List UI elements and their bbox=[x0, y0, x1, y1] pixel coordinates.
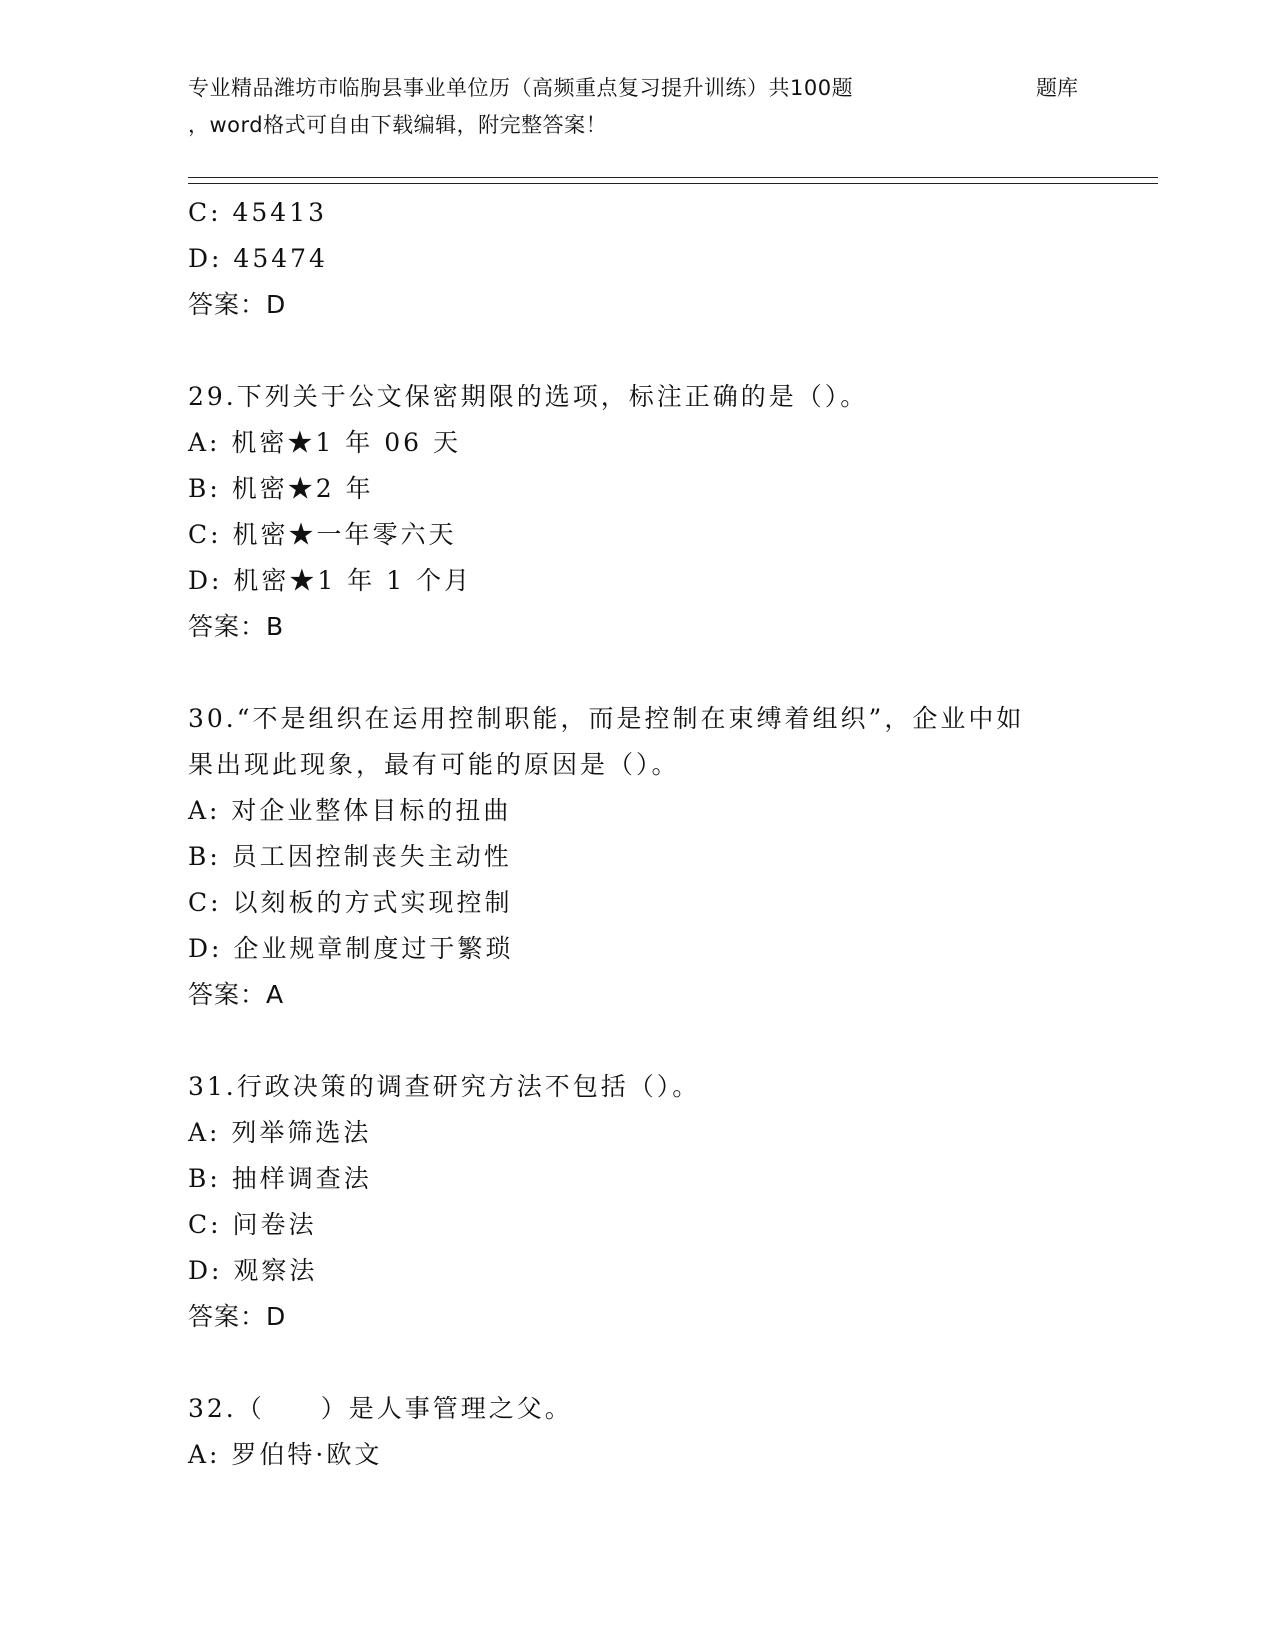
page-header bbox=[188, 72, 1158, 142]
option-d: D: 机密★1 年 1 个月 bbox=[188, 566, 473, 595]
question-stem-continued: 果出现此现象，最有可能的原因是（）。 bbox=[188, 750, 680, 779]
option-b: B: 员工因控制丧失主动性 bbox=[188, 842, 512, 871]
question-stem: 29.下列关于公文保密期限的选项，标注正确的是（）。 bbox=[188, 382, 869, 411]
document-title: 专业精品潍坊市临朐县事业单位历（高频重点复习提升训练）共100题 bbox=[188, 76, 854, 100]
option-d: D: 企业规章制度过于繁琐 bbox=[188, 934, 514, 963]
header-divider-top bbox=[188, 177, 1158, 178]
header-divider-bottom bbox=[188, 183, 1158, 184]
spacer bbox=[188, 650, 1088, 696]
question-stem: 32.（ ）是人事管理之父。 bbox=[188, 1394, 573, 1423]
answer-line: 答案：B bbox=[188, 612, 285, 641]
header-tag: 题库 bbox=[1036, 76, 1078, 100]
option-a: A: 对企业整体目标的扭曲 bbox=[188, 796, 512, 825]
option-b: B: 机密★2 年 bbox=[188, 474, 374, 503]
question-31 bbox=[188, 1064, 1088, 1340]
question-stem: 30.“不是组织在运用控制职能，而是控制在束缚着组织”，企业中如 bbox=[188, 704, 1025, 733]
spacer bbox=[188, 1018, 1088, 1064]
option-c: C: 45413 bbox=[188, 198, 328, 227]
question-list bbox=[188, 190, 1088, 1478]
option-a: A: 列举筛选法 bbox=[188, 1118, 372, 1147]
option-c: C: 以刻板的方式实现控制 bbox=[188, 888, 513, 917]
answer-line: 答案：A bbox=[188, 980, 285, 1009]
question-30 bbox=[188, 696, 1088, 1018]
question-stem: 31.行政决策的调查研究方法不包括（）。 bbox=[188, 1072, 701, 1101]
answer-line: 答案：D bbox=[188, 1302, 287, 1331]
question-29 bbox=[188, 374, 1088, 650]
option-b: B: 抽样调查法 bbox=[188, 1164, 372, 1193]
option-d: D: 45474 bbox=[188, 244, 328, 273]
option-a: A: 罗伯特·欧文 bbox=[188, 1440, 383, 1469]
question-continuation bbox=[188, 190, 1088, 328]
spacer bbox=[188, 328, 1088, 374]
spacer bbox=[188, 1340, 1088, 1386]
option-c: C: 机密★一年零六天 bbox=[188, 520, 457, 549]
answer-line: 答案：D bbox=[188, 290, 287, 319]
option-d: D: 观察法 bbox=[188, 1256, 318, 1285]
document-subtitle: ，word格式可自由下载编辑，附完整答案！ bbox=[188, 113, 608, 137]
option-a: A: 机密★1 年 06 天 bbox=[188, 428, 461, 457]
option-c: C: 问卷法 bbox=[188, 1210, 317, 1239]
question-32 bbox=[188, 1386, 1088, 1478]
